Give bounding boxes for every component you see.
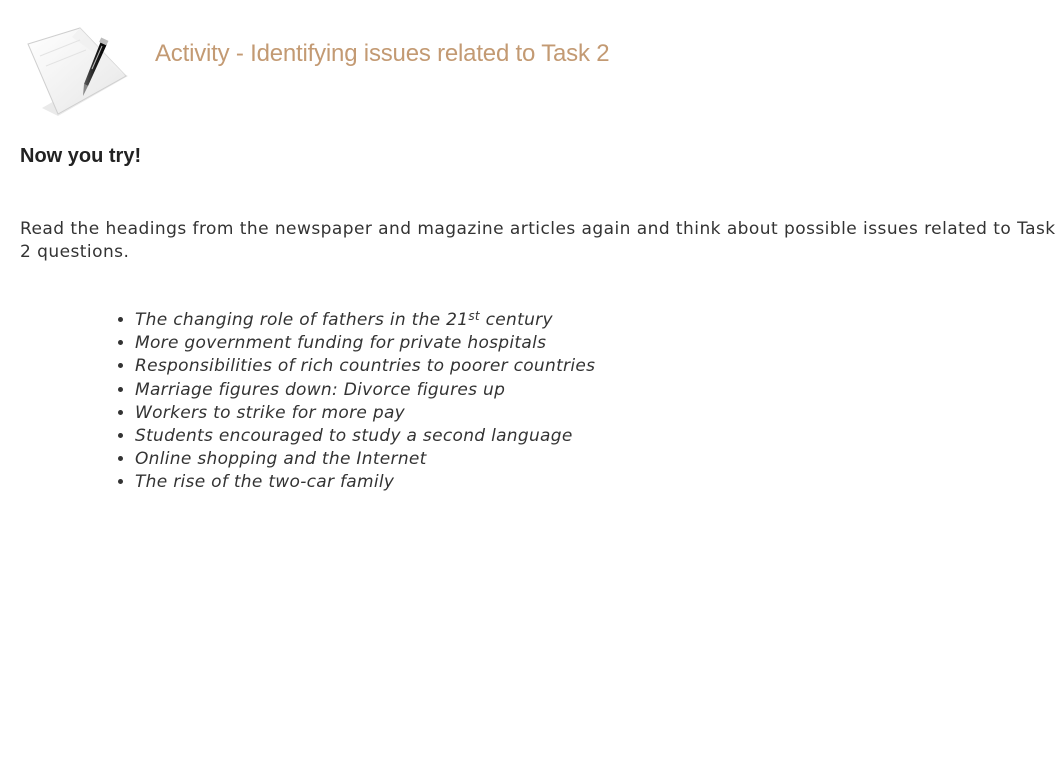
activity-header: [26, 26, 666, 122]
section-heading: Now you try!: [20, 145, 142, 167]
paper-and-pen-icon: [26, 26, 134, 118]
instructions-text: Read the headings from the newspaper and magazine articles again and think about possible issues related to Task 2 questions.: [20, 219, 1056, 262]
list-item: • More government funding for private hospitals: [135, 332, 595, 355]
list-item-text: The changing role of fathers in the 21: [135, 310, 469, 330]
ordinal-suffix: st: [468, 309, 480, 323]
list-item: [135, 309, 595, 332]
list-item: • Online shopping and the Internet: [135, 448, 595, 471]
list-item: • The rise of the two-car family: [135, 471, 595, 494]
page-title: Activity - Identifying issues related to Task 2: [155, 40, 610, 67]
list-item: • Workers to strike for more pay: [135, 402, 595, 425]
headline-list: [115, 309, 595, 495]
list-item: • Responsibilities of rich countries to poorer countries: [135, 355, 595, 378]
list-item: • Marriage figures down: Divorce figures up: [135, 379, 595, 402]
list-item: • Students encouraged to study a second language: [135, 425, 595, 448]
list-item-text-end: century: [479, 310, 553, 330]
